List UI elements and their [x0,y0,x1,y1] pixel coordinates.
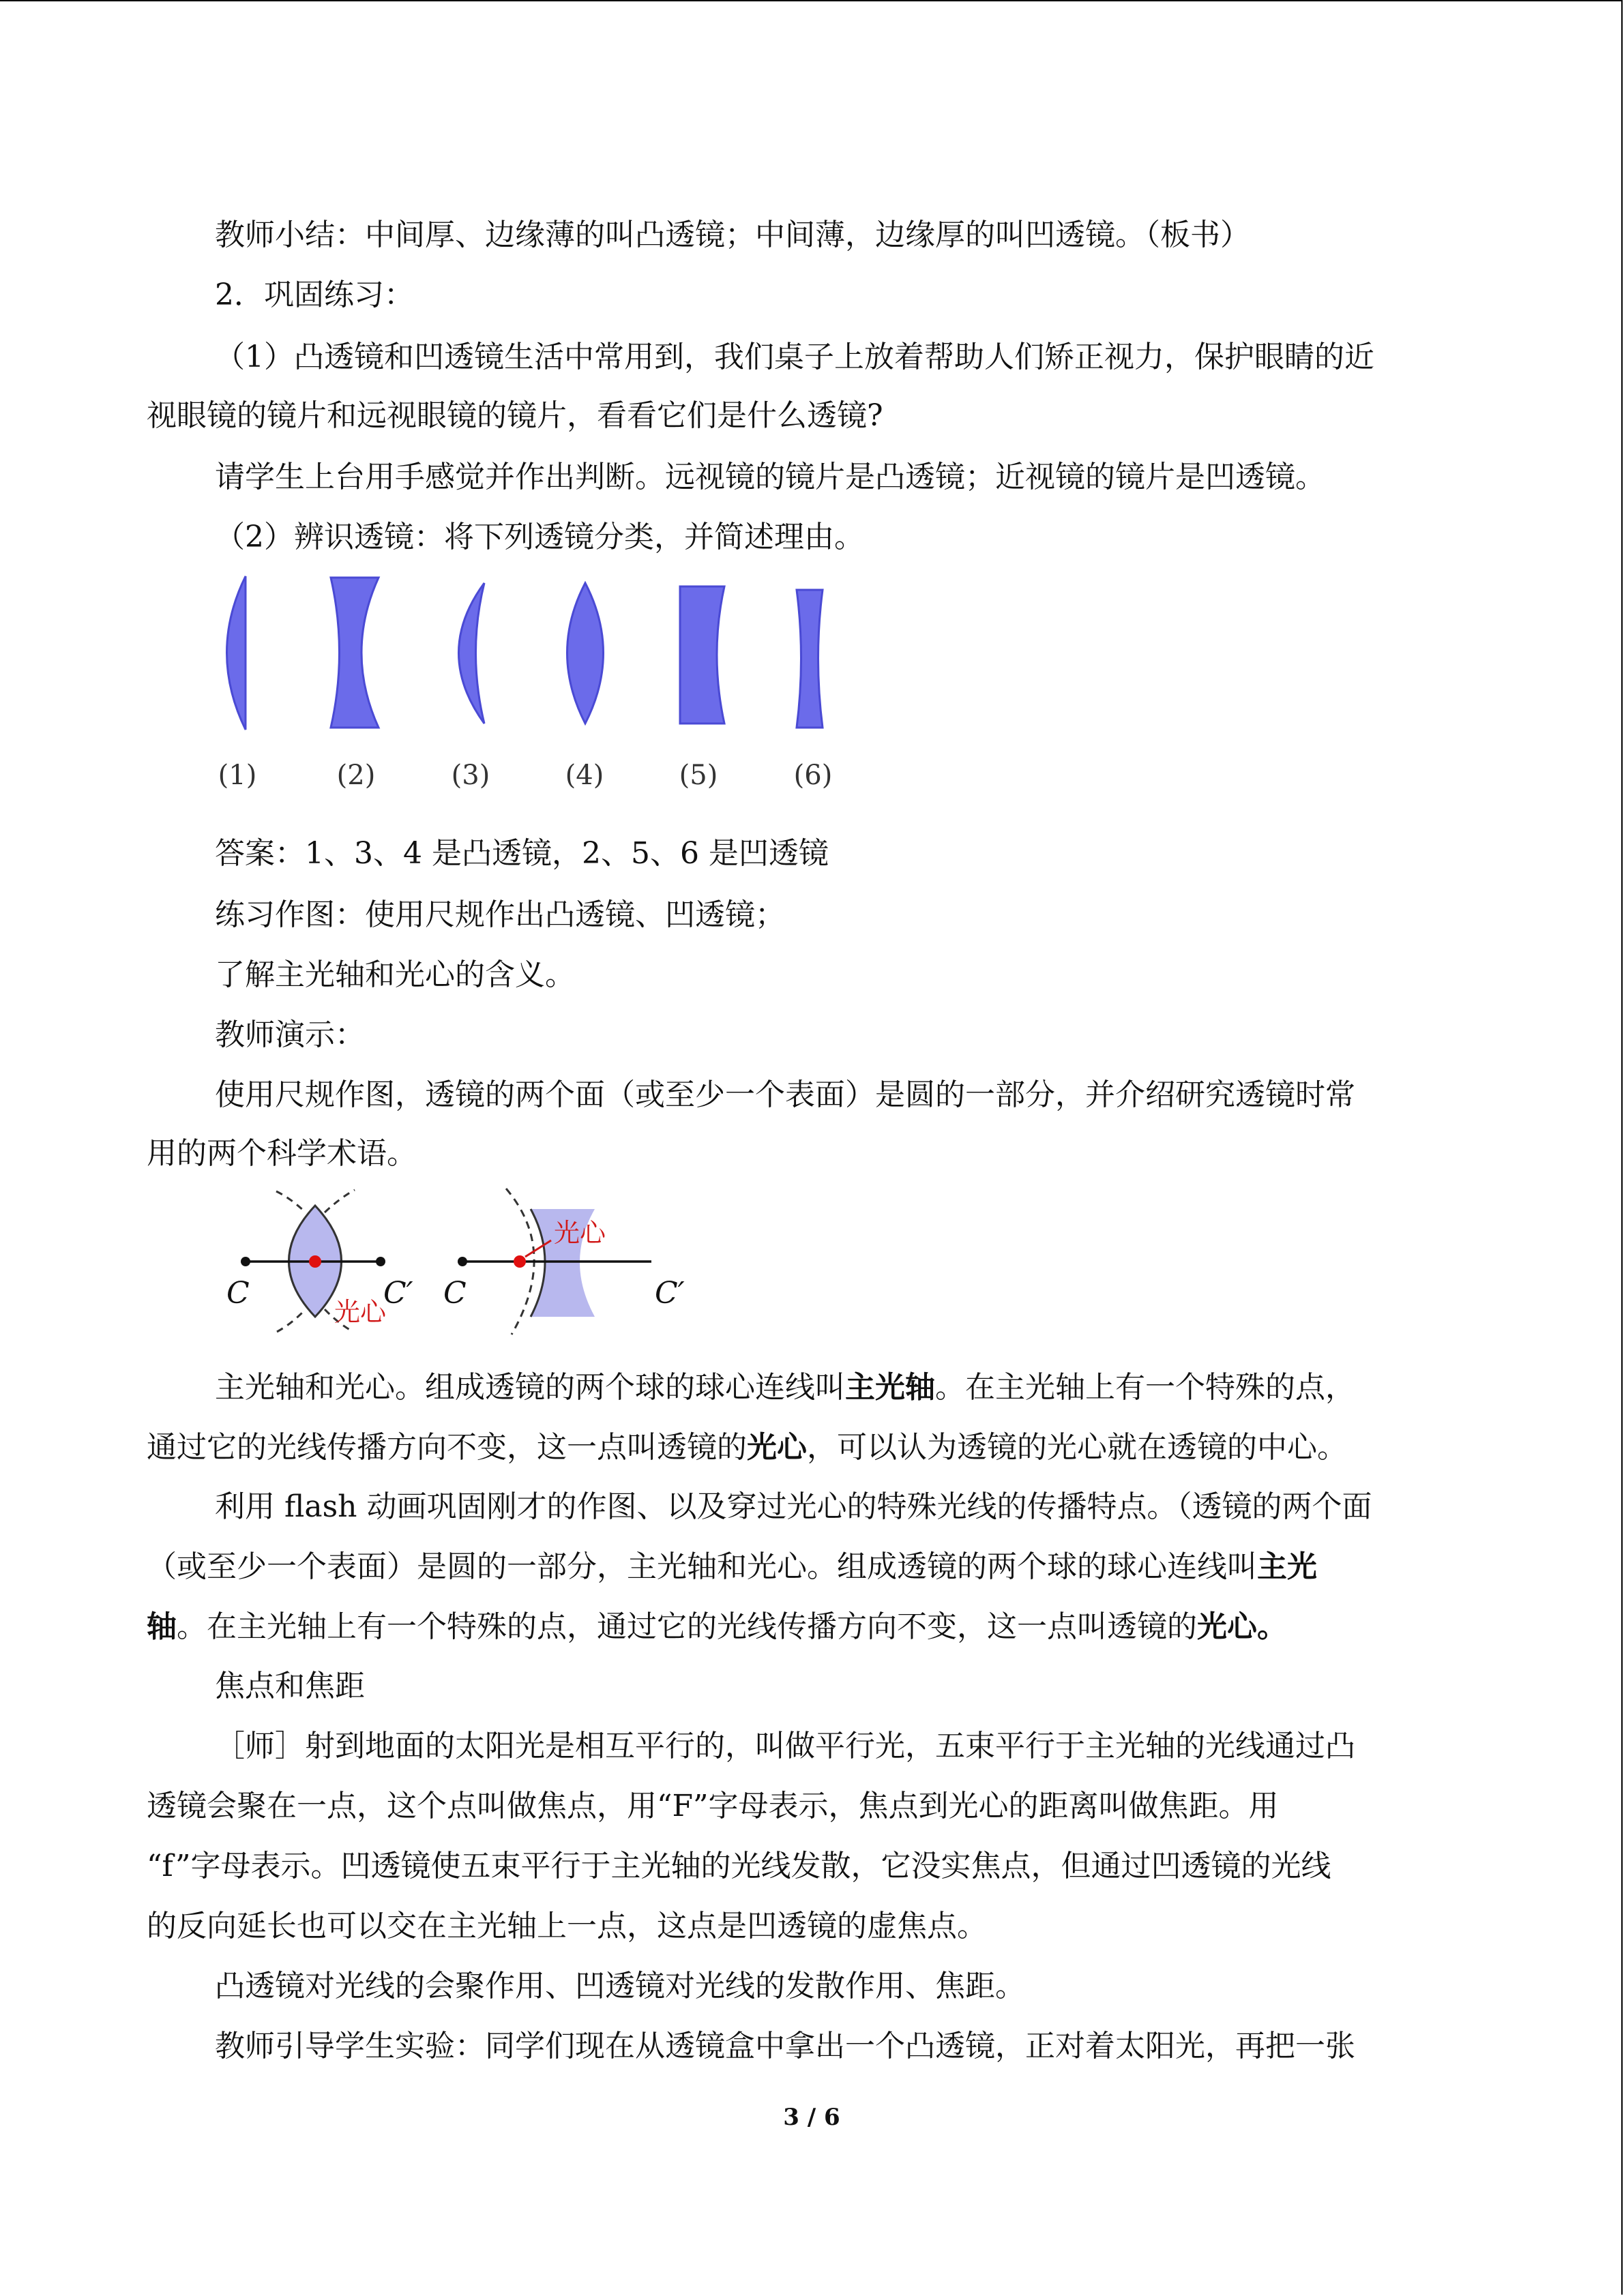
page-number: 3 / 6 [783,2104,840,2131]
lens-3-meniscus-convex [459,583,485,724]
concave-lens-construction [443,1189,685,1335]
lens-label-3: (3) [451,760,490,791]
concave-optical-center-label: 光心 [554,1218,606,1248]
flash-animation-line-2: （或至少一个表面）是圆的一部分，主光轴和光心。组成透镜的两个球的球心连线叫主光 [147,1549,1317,1584]
ruler-drawing-line-2: 用的两个科学术语。 [147,1136,417,1171]
lens-label-2: (2) [336,760,376,791]
axis-meaning-line: 了解主光轴和光心的含义。 [215,957,575,992]
principal-axis-definition-line-2: 通过它的光线传播方向不变，这一点叫透镜的光心，可以认为透镜的光心就在透镜的中心。 [147,1430,1347,1465]
convex-optical-center-label: 光心 [334,1297,387,1327]
lens-label-4: (4) [565,760,604,791]
ruler-drawing-line-1: 使用尺规作图，透镜的两个面（或至少一个表面）是圆的一部分，并介绍研究透镜时常 [215,1077,1355,1112]
lens-classification-figure [205,569,859,801]
flash-animation-line-3: 轴。在主光轴上有一个特殊的点，通过它的光线传播方向不变，这一点叫透镜的光心。 [147,1609,1287,1644]
principal-axis-figure [205,1183,723,1347]
concave-optical-center [514,1255,526,1268]
teacher-parallel-light-line-2: 透镜会聚在一点，这个点叫做焦点，用“F”字母表示，焦点到光心的距离叫做焦距。用 [147,1789,1279,1823]
lens-label-1: (1) [218,760,257,791]
concave-c-prime-label: C′ [655,1276,685,1311]
lens-6-biconcave [797,590,823,728]
drawing-practice-line: 练习作图：使用尺规作出凸透镜、凹透镜； [215,897,785,932]
exercise-2-line: （2）辨识透镜：将下列透镜分类，并简述理由。 [215,520,864,554]
teacher-parallel-light-line-3: “f”字母表示。凹透镜使五束平行于主光轴的光线发散，它没实焦点，但通过凹透镜的光线 [147,1849,1331,1883]
flash-animation-line-1: 利用 flash 动画巩固刚才的作图、以及穿过光心的特殊光线的传播特点。（透镜的两个面 [215,1489,1372,1524]
lens-label-6: (6) [793,760,833,791]
lens-2-meniscus-concave [331,578,379,728]
teacher-demo-line: 教师演示： [215,1017,365,1052]
exercise-1-line-2: 视眼镜的镜片和远视眼镜的镜片，看看它们是什么透镜? [147,398,883,433]
student-judgement-line: 请学生上台用手感觉并作出判断。远视镜的镜片是凸透镜；近视镜的镜片是凹透镜。 [215,460,1325,494]
lens-5-plano-concave [680,586,724,724]
focus-focal-length-heading: 焦点和焦距 [215,1669,365,1703]
convex-c-label: C [226,1276,250,1311]
teacher-parallel-light-line-4: 的反向延长也可以交在主光轴上一点，这点是凹透镜的虚焦点。 [147,1909,987,1943]
lens-1-plano-convex [227,576,246,730]
teacher-parallel-light-line-1: ［师］射到地面的太阳光是相互平行的，叫做平行光，五束平行于主光轴的光线通过凸 [215,1729,1355,1763]
answer-line: 答案：1、3、4 是凸透镜，2、5、6 是凹透镜 [215,836,829,871]
convergence-divergence-line: 凸透镜对光线的会聚作用、凹透镜对光线的发散作用、焦距。 [215,1969,1025,2003]
convex-lens-construction [226,1190,413,1332]
experiment-guidance-line: 教师引导学生实验：同学们现在从透镜盒中拿出一个凸透镜，正对着太阳光，再把一张 [215,2029,1355,2063]
teacher-summary-line: 教师小结：中间厚、边缘薄的叫凸透镜；中间薄，边缘厚的叫凹透镜。（板书） [215,218,1250,252]
lens-4-biconvex [567,583,604,724]
consolidation-heading: 2．巩固练习： [215,278,414,312]
lens-label-5: (5) [679,760,718,791]
convex-optical-center [309,1255,321,1268]
convex-c-prime-label: C′ [383,1276,413,1311]
concave-c-label: C [443,1276,467,1311]
principal-axis-definition-line-1: 主光轴和光心。组成透镜的两个球的球心连线叫主光轴。在主光轴上有一个特殊的点， [215,1370,1355,1405]
exercise-1-line-1: （1）凸透镜和凹透镜生活中常用到，我们桌子上放着帮助人们矫正视力，保护眼睛的近 [215,340,1374,374]
